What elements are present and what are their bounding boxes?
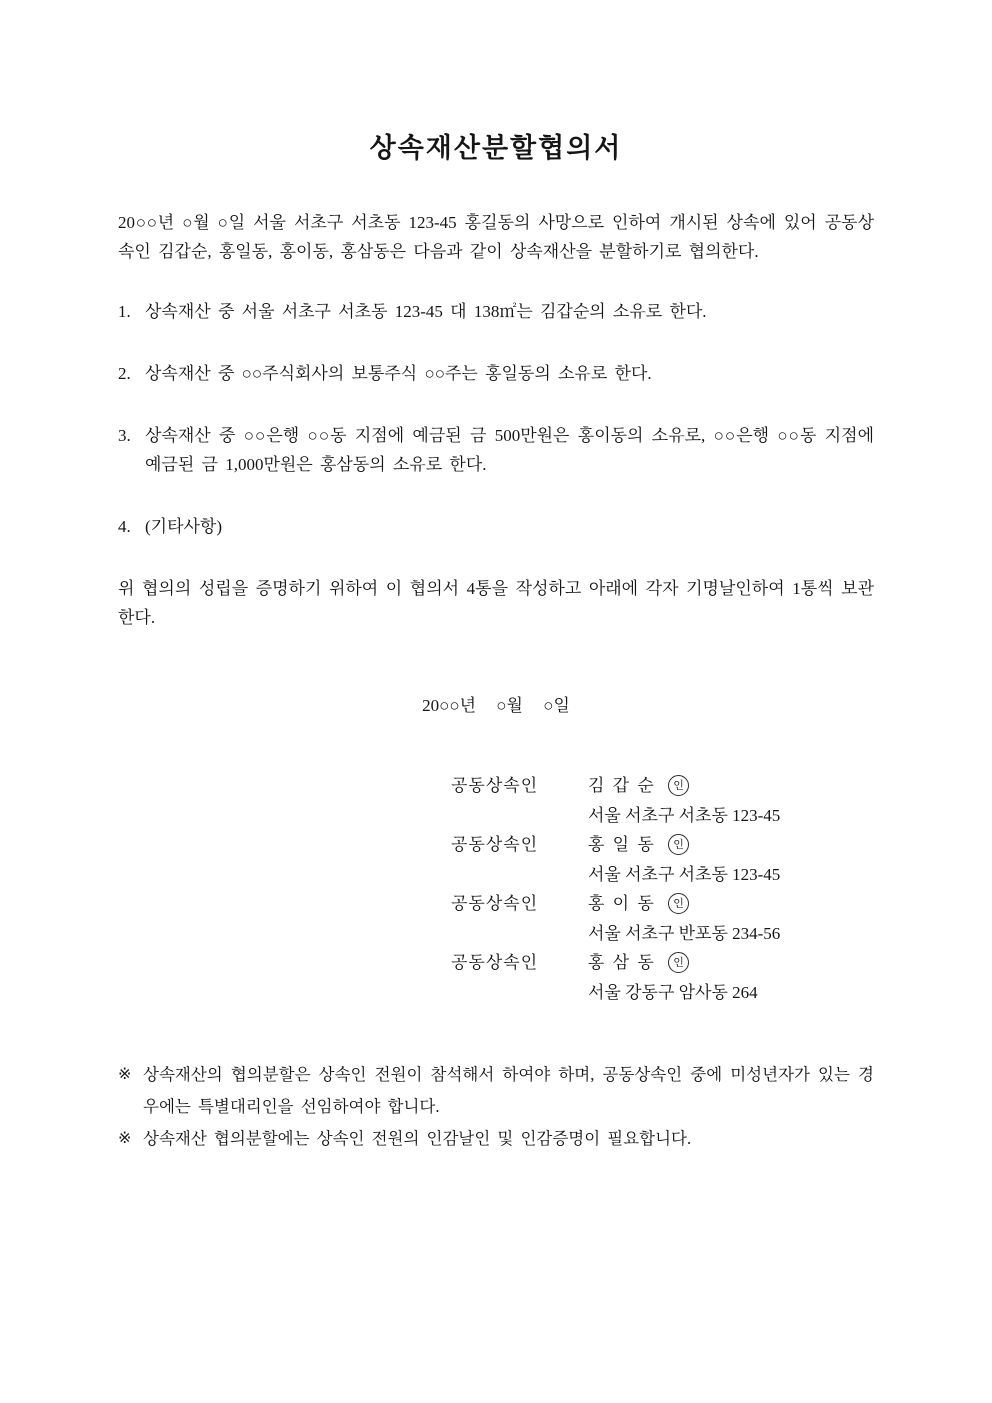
note-marker: ※ (118, 1066, 132, 1083)
note-item (118, 1123, 874, 1155)
seal-icon: 인 (668, 834, 689, 855)
seal-icon: 인 (668, 775, 689, 796)
date-line: 20○○년 ○월 ○일 (422, 696, 570, 715)
agreement-item-2 (118, 359, 874, 388)
note-text: 상속재산 협의분할에는 상속인 전원의 인감날인 및 인감증명이 필요합니다. (143, 1129, 692, 1148)
signer-address-row (451, 801, 874, 831)
signer-name: 홍 이 동 (588, 894, 656, 913)
signer-name-cell (588, 948, 689, 978)
signer-address-row (451, 978, 874, 1008)
signer-name: 홍 삼 동 (588, 953, 656, 972)
intro-paragraph: 20○○년 ○월 ○일 서울 서초구 서초동 123-45 홍길동의 사망으로 인하여 개시된 상속에 있어 공동상속인 김갑순, 홍일동, 홍이동, 홍삼동은 다음과 같이 상속재산을 분할하기로 협의한다. (118, 213, 874, 261)
signer-role: 공동상속인 (451, 894, 539, 913)
document-title: 상속재산분할협의서 (369, 133, 623, 163)
item-number: 1. (118, 302, 131, 321)
note-marker: ※ (118, 1130, 132, 1147)
item-text: (기타사항) (145, 517, 223, 536)
signer-name-cell (588, 889, 689, 919)
signature-block (451, 771, 874, 1007)
signer-address: 서울 강동구 암사동 264 (588, 982, 758, 1002)
signer-name: 김 갑 순 (588, 776, 656, 795)
seal-icon: 인 (668, 952, 689, 973)
agreement-item-3 (118, 421, 874, 479)
note-item (118, 1059, 874, 1123)
item-number: 3. (118, 426, 131, 445)
closing-paragraph: 위 협의의 성립을 증명하기 위하여 이 협의서 4통을 작성하고 아래에 각자 기명날인하여 1통씩 보관한다. (118, 579, 874, 627)
signer-role: 공동상속인 (451, 835, 539, 854)
signer-address: 서울 서초구 서초동 123-45 (588, 805, 781, 825)
note-text: 상속재산의 협의분할은 상속인 전원이 참석해서 하여야 하며, 공동상속인 중에 미성년자가 있는 경우에는 특별대리인을 선임하여야 합니다. (143, 1065, 874, 1116)
agreement-item-1 (118, 297, 874, 326)
signer-role-row (451, 830, 874, 860)
signer-role-row (451, 771, 874, 801)
signer-address: 서울 서초구 반포동 234-56 (588, 923, 781, 943)
signer-address: 서울 서초구 서초동 123-45 (588, 864, 781, 884)
signer-name-cell (588, 771, 689, 801)
signer-role: 공동상속인 (451, 953, 539, 972)
signer-name: 홍 일 동 (588, 835, 656, 854)
signer-role-row (451, 948, 874, 978)
seal-icon: 인 (668, 893, 689, 914)
notes-section (118, 1059, 874, 1155)
agreement-item-4 (118, 512, 874, 541)
item-number: 4. (118, 517, 131, 536)
signer-name-cell (588, 830, 689, 860)
item-text: 상속재산 중 ○○은행 ○○동 지점에 예금된 금 500만원은 홍이동의 소유로, ○○은행 ○○동 지점에 예금된 금 1,000만원은 홍삼동의 소유로 한다. (145, 426, 874, 474)
signer-role-row (451, 889, 874, 919)
item-text: 상속재산 중 ○○주식회사의 보통주식 ○○주는 홍일동의 소유로 한다. (145, 364, 652, 383)
signer-address-row (451, 860, 874, 890)
item-number: 2. (118, 364, 131, 383)
signer-address-row (451, 919, 874, 949)
item-text: 상속재산 중 서울 서초구 서초동 123-45 대 138㎡는 김갑순의 소유로 한다. (145, 302, 707, 321)
signer-role: 공동상속인 (451, 776, 539, 795)
